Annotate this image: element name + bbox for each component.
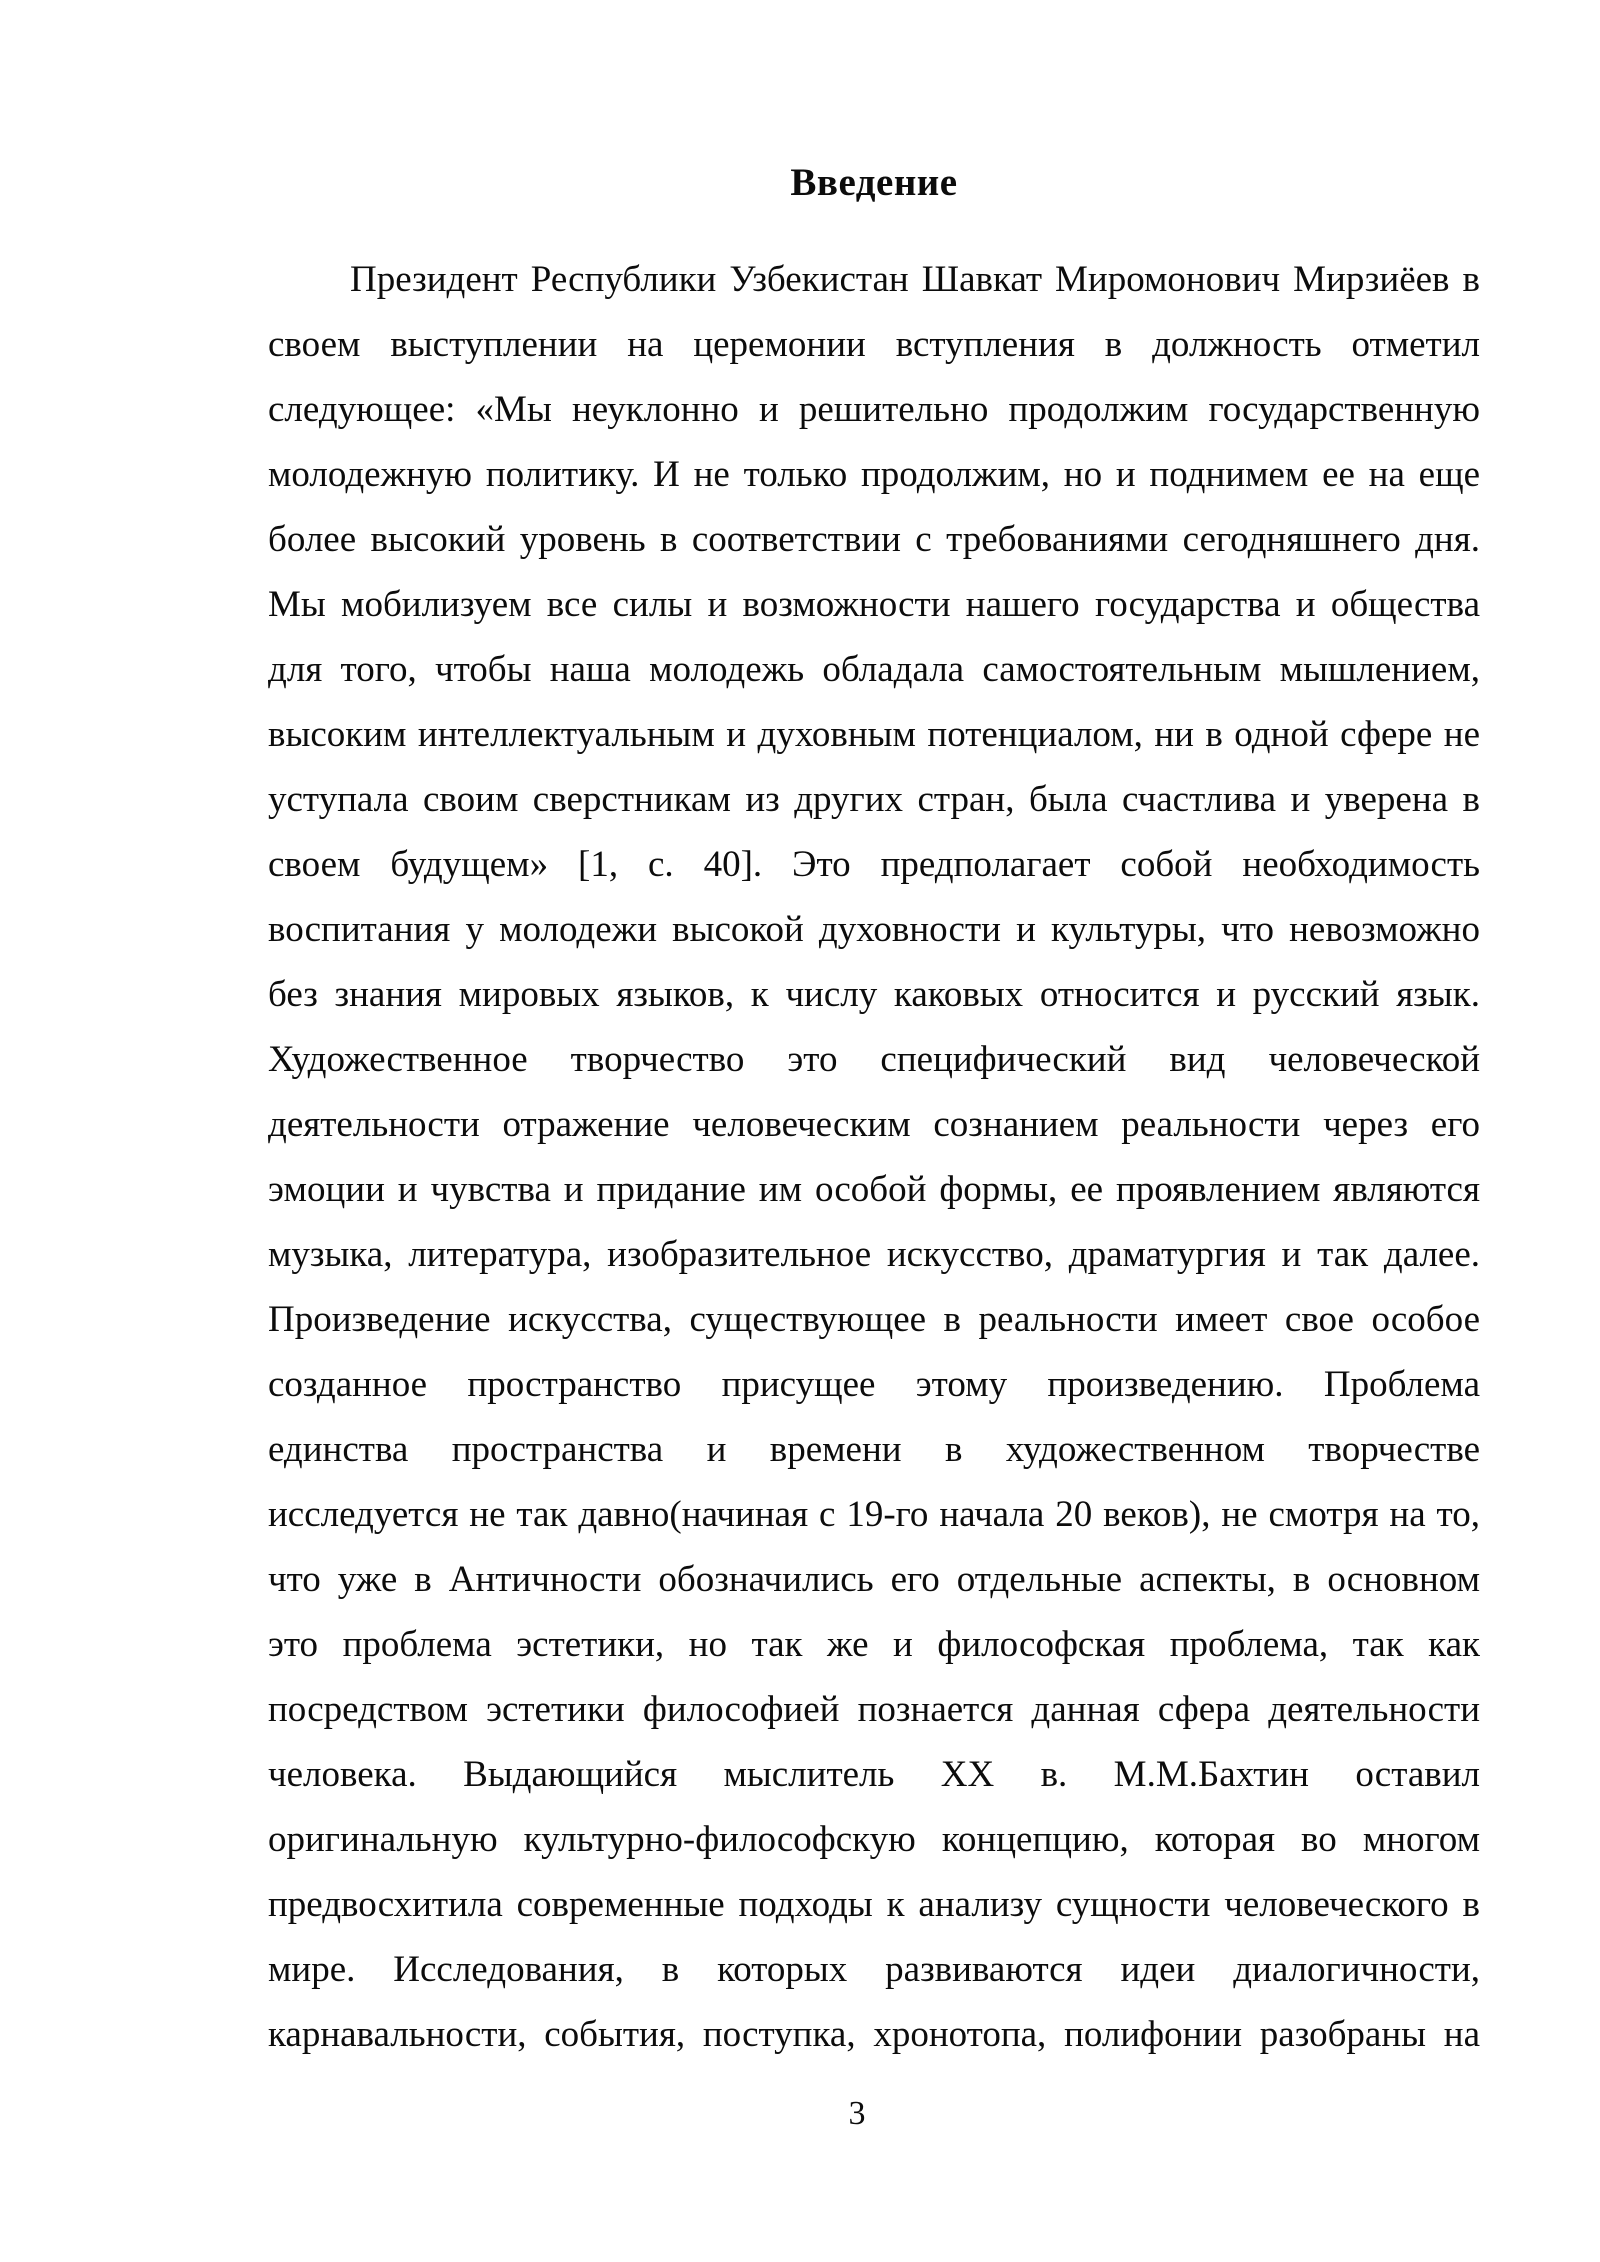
- paragraph-line: исследуется не так давно(начиная с 19-го начала 20 веков), не смотря на то,: [268, 1494, 1480, 1535]
- paragraph-line: музыка, литература, изобразительное искусство, драматургия и так далее.: [268, 1234, 1480, 1275]
- document-content: [268, 150, 1480, 2067]
- paragraph-line: Художественное творчество это специфический вид человеческой: [268, 1039, 1480, 1080]
- paragraph-line: созданное пространство присущее этому произведению. Проблема: [268, 1364, 1480, 1405]
- page-title: Введение: [790, 161, 958, 204]
- page-number: 3: [848, 2095, 866, 2132]
- paragraph-line: Произведение искусства, существующее в реальности имеет свое особое: [268, 1299, 1480, 1340]
- paragraph-line: оригинальную культурно-философскую концепцию, которая во многом: [268, 1819, 1480, 1860]
- paragraph-line: для того, чтобы наша молодежь обладала самостоятельным мышлением,: [268, 649, 1480, 690]
- paragraph-line: что уже в Античности обозначились его отдельные аспекты, в основном: [268, 1559, 1480, 1600]
- paragraph-line: посредством эстетики философией познается данная сфера деятельности: [268, 1689, 1480, 1730]
- paragraph-line: более высокий уровень в соответствии с требованиями сегодняшнего дня.: [268, 519, 1480, 560]
- paragraph-line: Мы мобилизуем все силы и возможности нашего государства и общества: [268, 584, 1480, 625]
- paragraph-line: предвосхитила современные подходы к анализу сущности человеческого в: [268, 1884, 1480, 1925]
- paragraph-line: своем выступлении на церемонии вступления в должность отметил: [268, 324, 1480, 365]
- paragraph-line: молодежную политику. И не только продолжим, но и поднимем ее на еще: [268, 454, 1480, 495]
- paragraph-line: уступала своим сверстникам из других стран, была счастлива и уверена в: [268, 779, 1480, 820]
- paragraph-line: своем будущем» [1, с. 40]. Это предполагает собой необходимость: [268, 844, 1480, 885]
- paragraph-line: эмоции и чувства и придание им особой формы, ее проявлением являются: [268, 1169, 1480, 1210]
- paragraph-line: следующее: «Мы неуклонно и решительно продолжим государственную: [268, 389, 1480, 430]
- paragraph-line: это проблема эстетики, но так же и философская проблема, так как: [268, 1624, 1480, 1665]
- paragraph-line: деятельности отражение человеческим сознанием реальности через его: [268, 1104, 1480, 1145]
- paragraph: [268, 247, 1480, 2067]
- paragraph-line: мире. Исследования, в которых развиваются идеи диалогичности,: [268, 1949, 1480, 1990]
- paragraph-line: Президент Республики Узбекистан Шавкат Миромонович Мирзиёев в: [350, 259, 1480, 300]
- paragraph-line: единства пространства и времени в художественном творчестве: [268, 1429, 1480, 1470]
- paragraph-line: без знания мировых языков, к числу каковых относится и русский язык.: [268, 974, 1480, 1015]
- paragraph-line: высоким интеллектуальным и духовным потенциалом, ни в одной сфере не: [268, 714, 1480, 755]
- paragraph-line: человека. Выдающийся мыслитель XX в. М.М.Бахтин оставил: [268, 1754, 1480, 1795]
- paragraph-line: воспитания у молодежи высокой духовности и культуры, что невозможно: [268, 909, 1480, 950]
- paragraph-line: карнавальности, события, поступка, хронотопа, полифонии разобраны на: [268, 2014, 1480, 2055]
